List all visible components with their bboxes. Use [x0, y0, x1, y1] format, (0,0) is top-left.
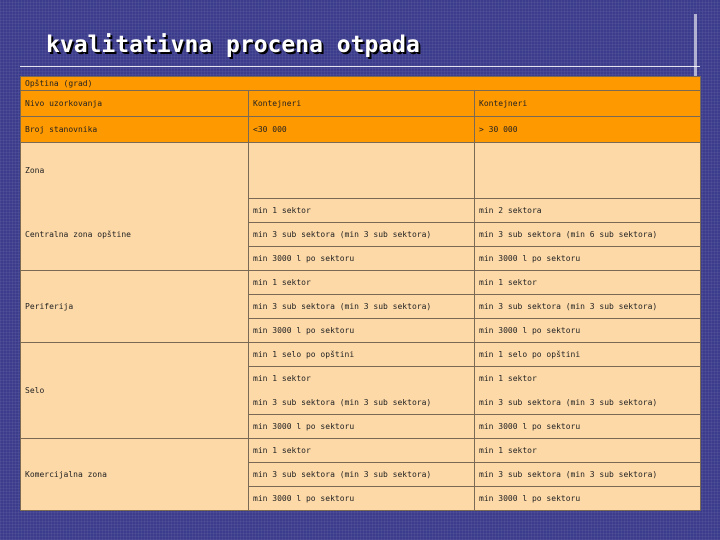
table-row: [21, 117, 701, 143]
zone-periphery-label: Periferija: [21, 271, 249, 343]
table-row: [21, 343, 701, 367]
table-row: [21, 77, 701, 91]
zone-village-label: Selo: [21, 343, 249, 439]
table-cell: min 3 sub sektora (min 3 sub sektora): [475, 295, 701, 319]
table-cell: min 3 sub sektora (min 3 sub sektora): [249, 391, 475, 415]
zone-label: Zona: [21, 143, 249, 199]
table-cell: min 3 sub sektora (min 3 sub sektora): [475, 463, 701, 487]
population-c1: <30 000: [249, 117, 475, 143]
table-cell: min 1 sektor: [249, 439, 475, 463]
table-cell: min 1 sektor: [475, 439, 701, 463]
table-cell: min 1 sektor: [475, 367, 701, 391]
table-cell: min 3000 l po sektoru: [249, 247, 475, 271]
municipality-header: Opština (grad): [21, 77, 701, 91]
table-cell: min 3000 l po sektoru: [249, 487, 475, 511]
table-row: [21, 439, 701, 463]
sampling-level-c2: Kontejneri: [475, 91, 701, 117]
table-row: [21, 271, 701, 295]
table-cell: min 1 sektor: [475, 271, 701, 295]
population-c2: > 30 000: [475, 117, 701, 143]
table-cell: min 3000 l po sektoru: [249, 415, 475, 439]
table-row: [21, 91, 701, 117]
empty-cell: [249, 143, 475, 199]
zone-commercial-label: Komercijalna zona: [21, 439, 249, 511]
zone-central-label: Centralna zona opštine: [21, 199, 249, 271]
table-cell: min 3000 l po sektoru: [475, 247, 701, 271]
table-cell: min 3000 l po sektoru: [475, 319, 701, 343]
page-title: kvalitativna procena otpada: [46, 32, 420, 58]
table-cell: min 1 selo po opštini: [249, 343, 475, 367]
table-cell: min 3 sub sektora (min 3 sub sektora): [249, 223, 475, 247]
sampling-level-c1: Kontejneri: [249, 91, 475, 117]
table-cell: min 3 sub sektora (min 3 sub sektora): [249, 295, 475, 319]
table-cell: min 1 sektor: [249, 199, 475, 223]
table-cell: min 3 sub sektora (min 3 sub sektora): [249, 463, 475, 487]
table-cell: min 2 sektora: [475, 199, 701, 223]
table-cell: min 1 sektor: [249, 271, 475, 295]
table-cell: min 1 selo po opštini: [475, 343, 701, 367]
table-cell: min 3000 l po sektoru: [475, 415, 701, 439]
table-cell: min 3000 l po sektoru: [249, 319, 475, 343]
population-label: Broj stanovnika: [21, 117, 249, 143]
table-row: [21, 143, 701, 199]
table-row: [21, 199, 701, 223]
waste-assessment-table: [20, 76, 701, 511]
sampling-level-label: Nivo uzorkovanja: [21, 91, 249, 117]
title-divider: [20, 66, 700, 67]
table-cell: min 1 sektor: [249, 367, 475, 391]
table-cell: min 3000 l po sektoru: [475, 487, 701, 511]
table-cell: min 3 sub sektora (min 6 sub sektora): [475, 223, 701, 247]
empty-cell: [475, 143, 701, 199]
table-cell: min 3 sub sektora (min 3 sub sektora): [475, 391, 701, 415]
